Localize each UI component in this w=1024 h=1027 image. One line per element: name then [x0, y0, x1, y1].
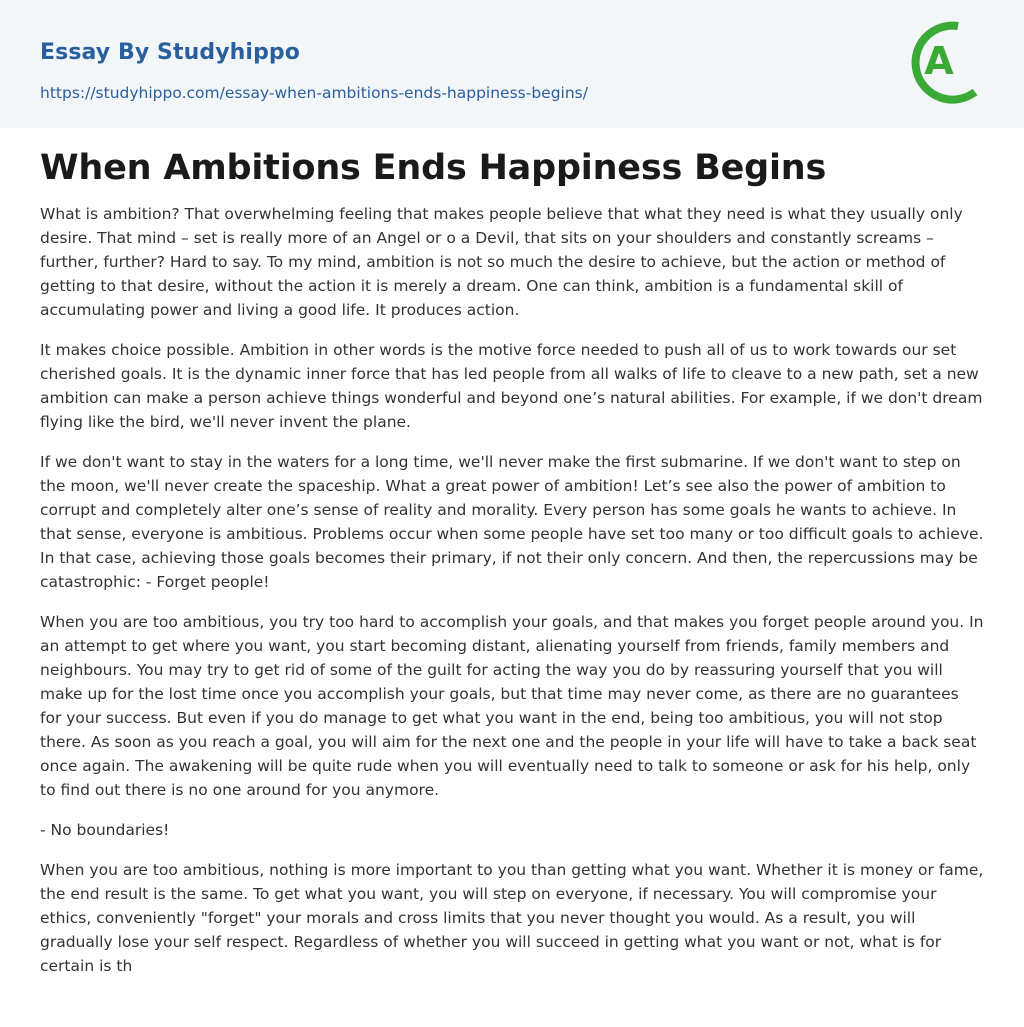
essay-paragraph: What is ambition? That overwhelming feeling that makes people believe that what they need is what they usually only desire. That mind – set is really more of an Angel or o a Devil, that sits on your shoulders and constantly screams – further, further? Hard to say. To my mind, ambition is not so much the desire to achieve, but the action or method of getting to that desire, without the action it is merely a dream. One can think, ambition is a fundamental skill of accumulating power and living a good life. It produces action. [40, 205, 963, 319]
site-title: Essay By Studyhippo [40, 40, 300, 65]
essay-paragraph: It makes choice possible. Ambition in other words is the motive force needed to push all of us to work towards our set cherished goals. It is the dynamic inner force that has led people from all walks of life to cleave to a new path, set a new ambition can make a person achieve things wonderful and beyond one’s natural abilities. For example, if we don't dream flying like the bird, we'll never invent the plane. [40, 341, 983, 431]
studyhippo-logo-icon[interactable] [911, 18, 987, 106]
essay-url-link[interactable]: https://studyhippo.com/essay-when-ambitions-ends-happiness-begins/ [40, 84, 588, 102]
page-header [0, 0, 1024, 128]
essay-paragraph: When you are too ambitious, you try too hard to accomplish your goals, and that makes you forget people around you. In an attempt to get where you want, you start becoming distant, alienating yourself from friends, family members and neighbours. You may try to get rid of some of the guilt for acting the way you do by reassuring yourself that you will make up for the lost time once you accomplish your goals, but that time may never come, as there are no guarantees for your success. But even if you do manage to get what you want in the end, being too ambitious, you will not stop there. As soon as you reach a goal, you will aim for the next one and the people in your life will have to take a back seat once again. The awakening will be quite rude when you will eventually need to talk to someone or ask for his help, only to find out there is no one around for you anymore. [40, 613, 984, 799]
essay-content [0, 146, 1024, 978]
logo-letter: A [924, 39, 954, 83]
essay-paragraph: When you are too ambitious, nothing is more important to you than getting what you want. Whether it is money or fame, the end result is the same. To get what you want, you will step on everyone, if necessary. You will compromise your ethics, conveniently "forget" your morals and cross limits that you never thought you would. As a result, you will gradually lose your self respect. Regardless of whether you will succeed in getting what you want or not, what is for certain is th [40, 861, 984, 975]
essay-paragraph: If we don't want to stay in the waters for a long time, we'll never make the first submarine. If we don't want to step on the moon, we'll never create the spaceship. What a great power of ambition! Let’s see also the power of ambition to corrupt and completely alter one’s sense of reality and morality. Every person has some goals he wants to achieve. In that sense, everyone is ambitious. Problems occur when some people have set too many or too difficult goals to achieve. In that case, achieving those goals becomes their primary, if not their only concern. And then, the repercussions may be catastrophic: - Forget people! [40, 453, 984, 591]
essay-title: When Ambitions Ends Happiness Begins [40, 148, 827, 188]
essay-paragraph: - No boundaries! [40, 821, 170, 839]
